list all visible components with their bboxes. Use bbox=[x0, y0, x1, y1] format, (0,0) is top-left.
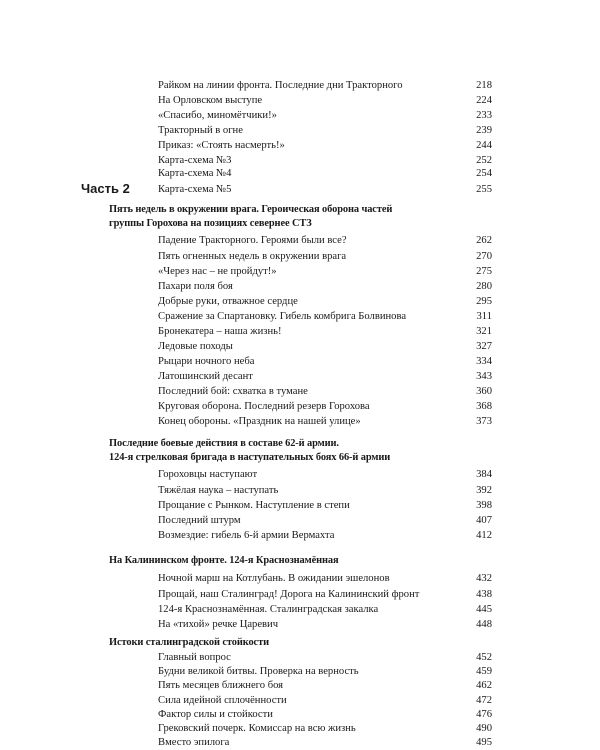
toc-entry bbox=[0, 665, 600, 679]
toc-entry bbox=[0, 124, 600, 138]
entry-title: Тракторный в огне bbox=[158, 125, 243, 136]
toc-entry bbox=[0, 385, 600, 399]
entry-page: 476 bbox=[476, 708, 492, 720]
entry-title: Бронекатера – наша жизнь! bbox=[158, 326, 282, 337]
entry-page: 412 bbox=[476, 530, 492, 541]
toc-entry bbox=[0, 280, 600, 294]
toc-entry bbox=[0, 109, 600, 123]
entry-page: 275 bbox=[476, 266, 492, 277]
section-heading: 124-я стрелковая бригада в наступательных боях 66-й армии bbox=[109, 452, 391, 463]
entry-page: 262 bbox=[476, 235, 492, 246]
entry-title: Карта-схема №4 bbox=[158, 168, 232, 179]
toc-entry bbox=[0, 250, 600, 264]
entry-title: Добрые руки, отважное сердце bbox=[158, 296, 298, 307]
section-heading: Истоки сталинградской стойкости bbox=[109, 637, 269, 648]
toc-entry bbox=[0, 514, 600, 528]
entry-page: 270 bbox=[476, 251, 492, 262]
entry-page: 321 bbox=[476, 326, 492, 337]
entry-page: 233 bbox=[476, 110, 492, 121]
entry-page: 398 bbox=[476, 500, 492, 511]
entry-title: Возмездие: гибель 6-й армии Вермахта bbox=[158, 530, 335, 541]
toc-entry bbox=[0, 79, 600, 93]
entry-page: 218 bbox=[476, 80, 492, 91]
entry-page: 252 bbox=[476, 155, 492, 166]
toc-entry bbox=[0, 603, 600, 617]
entry-page: 462 bbox=[476, 680, 492, 692]
toc-entry bbox=[0, 400, 600, 414]
toc-entry bbox=[0, 708, 600, 722]
entry-page: 459 bbox=[476, 666, 492, 678]
entry-title: «Через нас – не пройдут!» bbox=[158, 266, 277, 277]
entry-page: 384 bbox=[476, 469, 492, 480]
entry-title: Сражение за Спартановку. Гибель комбрига Болвинова bbox=[158, 311, 407, 322]
toc-entry bbox=[0, 618, 600, 632]
entry-page: 239 bbox=[476, 125, 492, 136]
entry-title: 124-я Краснознамённая. Сталинградская закалка bbox=[158, 604, 379, 615]
entry-page: 244 bbox=[476, 140, 492, 151]
entry-page: 280 bbox=[476, 281, 492, 292]
toc-entry bbox=[0, 370, 600, 384]
entry-title: Рыцари ночного неба bbox=[158, 356, 255, 367]
toc-entry bbox=[0, 499, 600, 513]
section-heading: группы Горохова на позициях севернее СТЗ bbox=[109, 218, 312, 229]
entry-title: Прощай, наш Сталинград! Дорога на Калининский фронт bbox=[158, 589, 420, 600]
entry-title: Ночной марш на Котлубань. В ожидании эшелонов bbox=[158, 573, 390, 584]
entry-page: 327 bbox=[476, 341, 492, 352]
entry-title: Пахари поля боя bbox=[158, 281, 233, 292]
entry-title: Прощание с Рынком. Наступление в степи bbox=[158, 500, 350, 511]
entry-page: 255 bbox=[476, 184, 492, 195]
toc-entry bbox=[0, 325, 600, 339]
entry-title: Последний штурм bbox=[158, 515, 241, 526]
entry-page: 438 bbox=[476, 589, 492, 600]
entry-title: Вместо эпилога bbox=[158, 737, 230, 749]
entry-title: Конец обороны. «Праздник на нашей улице» bbox=[158, 416, 361, 427]
entry-page: 360 bbox=[476, 386, 492, 397]
entry-page: 373 bbox=[476, 416, 492, 427]
entry-title: Приказ: «Стоять насмерть!» bbox=[158, 140, 285, 151]
entry-title: Латошинский десант bbox=[158, 371, 253, 382]
entry-title: Грековский почерк. Комиссар на всю жизнь bbox=[158, 723, 356, 734]
entry-page: 343 bbox=[476, 371, 492, 382]
toc-entry bbox=[0, 139, 600, 153]
toc-entry bbox=[0, 468, 600, 482]
entry-page: 254 bbox=[476, 168, 492, 179]
entry-page: 295 bbox=[476, 296, 492, 307]
toc-entry bbox=[0, 572, 600, 586]
entry-page: 432 bbox=[476, 573, 492, 584]
entry-title: Карта-схема №5 bbox=[158, 184, 232, 195]
entry-title: Карта-схема №3 bbox=[158, 155, 232, 166]
entry-title: Сила идейной сплочённости bbox=[158, 694, 287, 706]
section-heading: Последние боевые действия в составе 62-й армии. bbox=[109, 438, 339, 449]
toc-entry bbox=[0, 484, 600, 498]
toc-entry bbox=[0, 651, 600, 665]
entry-page: 452 bbox=[476, 652, 492, 663]
entry-title: Ледовые походы bbox=[158, 341, 233, 352]
entry-page: 407 bbox=[476, 515, 492, 526]
toc-entry bbox=[0, 94, 600, 108]
entry-page: 445 bbox=[476, 604, 492, 615]
entry-title: Пять месяцев ближнего боя bbox=[158, 680, 284, 692]
entry-title: Последний бой: схватка в тумане bbox=[158, 386, 308, 397]
entry-page: 490 bbox=[476, 723, 492, 734]
entry-title: Райком на линии фронта. Последние дни Тракторного bbox=[158, 80, 403, 91]
toc-entry bbox=[0, 154, 600, 168]
entry-title: Будни великой битвы. Проверка на верность bbox=[158, 666, 359, 678]
entry-page: 311 bbox=[476, 311, 492, 322]
entry-title: Гороховцы наступают bbox=[158, 469, 258, 480]
entry-title: Пять огненных недель в окружении врага bbox=[158, 251, 347, 262]
entry-page: 472 bbox=[476, 694, 492, 706]
entry-title: Падение Тракторного. Героями были все? bbox=[158, 235, 347, 246]
toc-entry bbox=[0, 295, 600, 309]
entry-page: 334 bbox=[476, 356, 492, 367]
toc-entry bbox=[0, 588, 600, 602]
entry-page: 448 bbox=[476, 619, 492, 630]
toc-entry bbox=[0, 355, 600, 369]
entry-title: На «тихой» речке Царевич bbox=[158, 619, 279, 630]
entry-page: 392 bbox=[476, 485, 492, 496]
entry-title: Круговая оборона. Последний резерв Горохова bbox=[158, 401, 370, 412]
toc-entry bbox=[0, 340, 600, 354]
toc-entry bbox=[0, 310, 600, 324]
entry-title: Тяжёлая наука – наступать bbox=[158, 485, 279, 496]
toc-entry bbox=[0, 736, 600, 750]
toc-entry bbox=[0, 694, 600, 708]
entry-title: «Спасибо, миномётчики!» bbox=[158, 110, 277, 121]
toc-entry bbox=[0, 234, 600, 248]
section-heading: На Калининском фронте. 124-я Краснознамённая bbox=[109, 555, 339, 566]
entry-page: 224 bbox=[476, 95, 492, 106]
toc-entry bbox=[0, 415, 600, 429]
section-heading: Пять недель в окружении врага. Героическая оборона частей bbox=[109, 204, 393, 215]
part-label: Часть 2 bbox=[81, 181, 130, 196]
entry-title: На Орловском выступе bbox=[158, 95, 263, 106]
entry-title: Фактор силы и стойкости bbox=[158, 708, 273, 720]
toc-entry bbox=[0, 722, 600, 736]
toc-entry bbox=[0, 265, 600, 279]
toc-entry bbox=[0, 679, 600, 693]
toc-entry bbox=[0, 167, 600, 181]
entry-title: Главный вопрос bbox=[158, 652, 231, 663]
toc-entry bbox=[0, 529, 600, 543]
entry-page: 368 bbox=[476, 401, 492, 412]
entry-page: 495 bbox=[476, 737, 492, 749]
